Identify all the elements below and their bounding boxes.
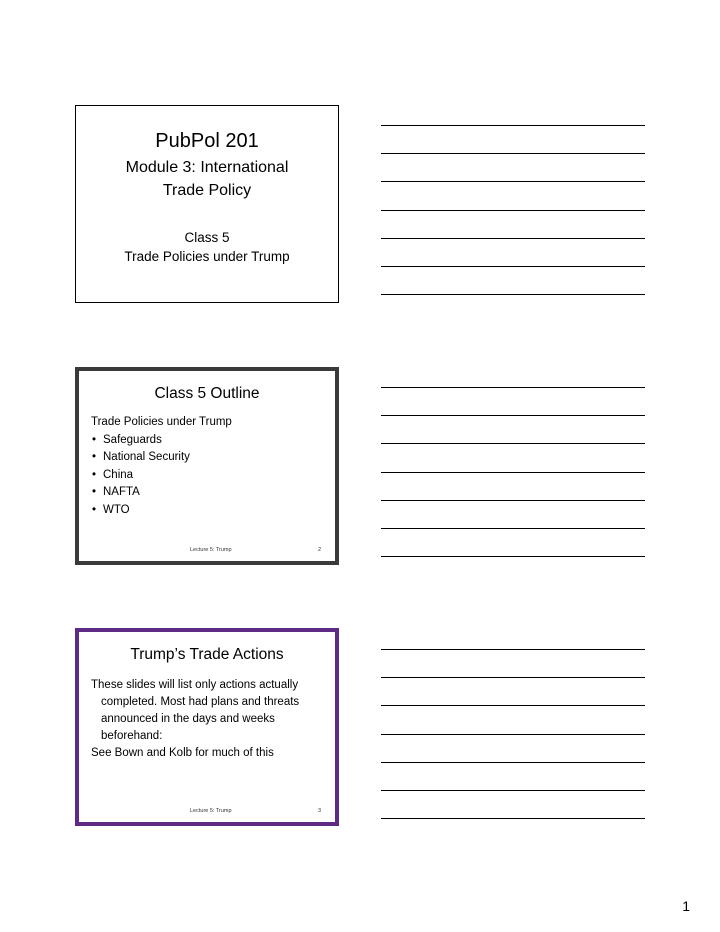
note-line	[381, 818, 645, 819]
slide-3	[75, 628, 339, 826]
outline-item: • WTO	[91, 502, 325, 520]
note-line	[381, 153, 645, 154]
slide-subtitle-line2: Trade Policy	[162, 182, 252, 199]
notes-lines-2	[381, 387, 645, 584]
note-line	[381, 238, 645, 239]
note-line	[381, 443, 645, 444]
note-line	[381, 677, 645, 678]
outline-intro: Trade Policies under Trump	[91, 416, 232, 428]
slide-subtitle-line1: Module 3: International	[125, 159, 289, 176]
note-line	[381, 649, 645, 650]
slide-footer: Lecture 5: Trump	[190, 547, 232, 553]
note-line	[381, 790, 645, 791]
slide-title: Trump’s Trade Actions	[130, 646, 284, 663]
slide-footer: Lecture 5: Trump	[190, 808, 232, 814]
slide-number: 2	[317, 547, 321, 553]
note-line	[381, 528, 645, 529]
class-topic: Trade Policies under Trump	[124, 249, 290, 264]
note-line	[381, 500, 645, 501]
note-line	[381, 705, 645, 706]
outline-list	[91, 432, 325, 520]
outline-item: • Safeguards	[91, 432, 325, 450]
slide-title: Class 5 Outline	[154, 385, 260, 402]
note-line	[381, 210, 645, 211]
note-line	[381, 266, 645, 267]
slide-2	[75, 367, 339, 565]
note-line	[381, 472, 645, 473]
outline-item: • National Security	[91, 449, 325, 467]
outline-item: • NAFTA	[91, 484, 325, 502]
note-line	[381, 415, 645, 416]
note-line	[381, 556, 645, 557]
outline-item: • China	[91, 467, 325, 485]
notes-lines-1	[381, 125, 645, 322]
slide-paragraph: These slides will list only actions actually completed. Most had plans and threats announced in the days and weeks beforehand:	[91, 679, 300, 742]
slide-1	[75, 105, 339, 303]
note-line	[381, 387, 645, 388]
class-label: Class 5	[184, 230, 230, 245]
page-number: 1	[682, 898, 690, 914]
note-line	[381, 125, 645, 126]
slide-title: PubPol 201	[155, 130, 259, 152]
slide-body	[91, 414, 325, 519]
notes-lines-3	[381, 649, 645, 846]
slide-body	[91, 677, 315, 762]
slide-number: 3	[317, 808, 321, 814]
slide-paragraph: See Bown and Kolb for much of this	[91, 747, 274, 759]
note-line	[381, 762, 645, 763]
note-line	[381, 181, 645, 182]
note-line	[381, 734, 645, 735]
note-line	[381, 294, 645, 295]
